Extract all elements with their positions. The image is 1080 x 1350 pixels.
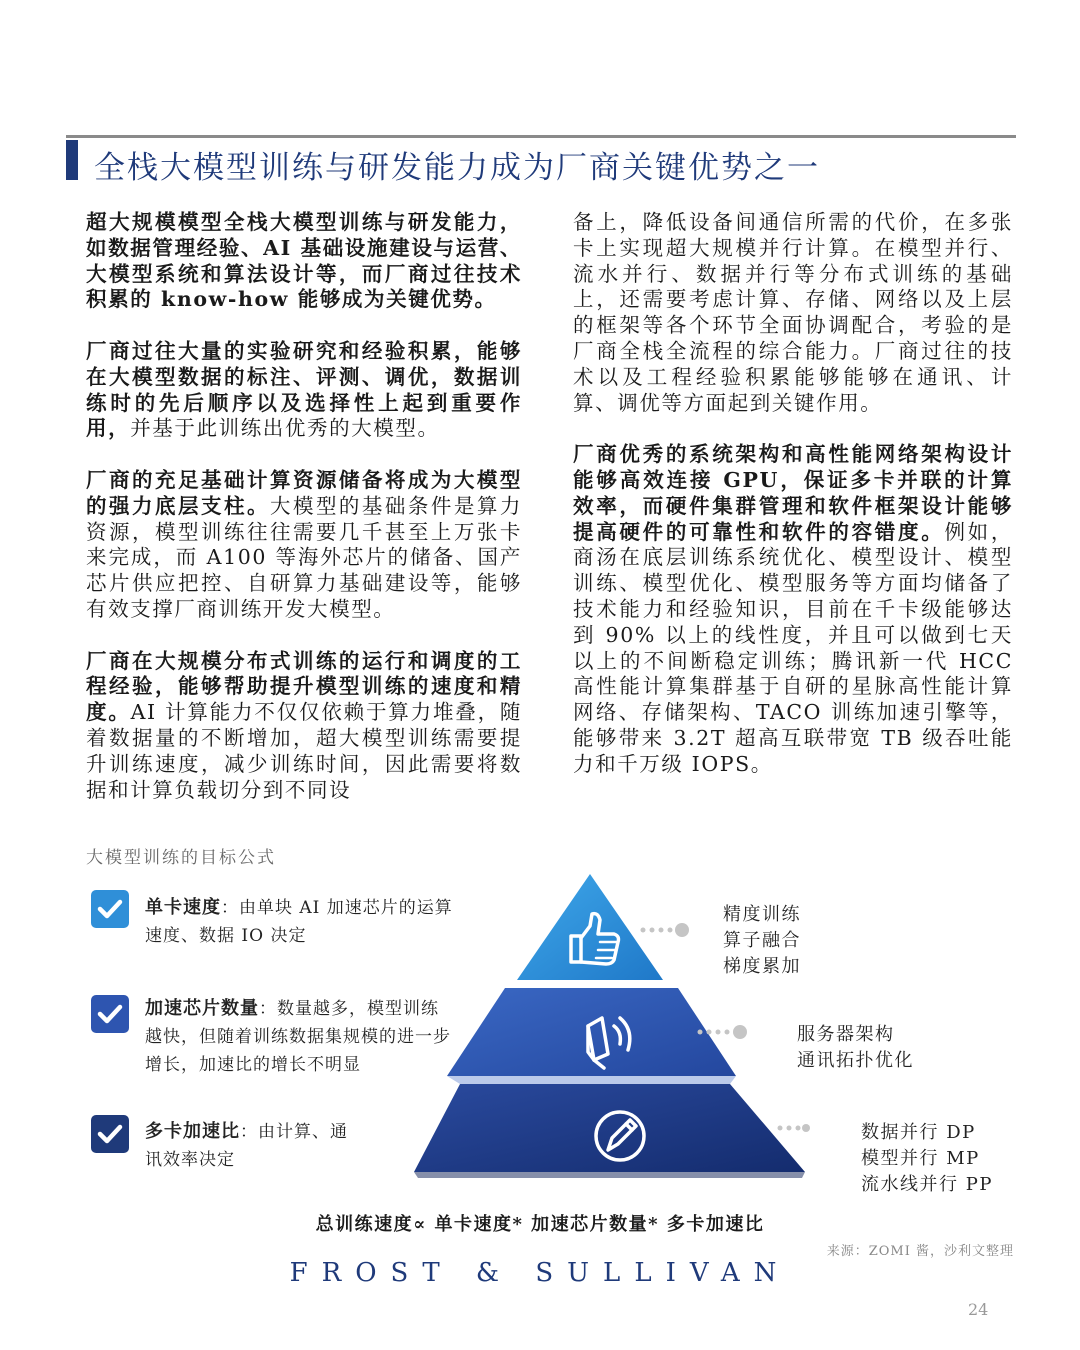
check-icon-3	[91, 1115, 129, 1153]
right-p2-bold: 厂商优秀的系统架构和高性能网络架构设计能够高效连接 GPU，保证多卡并联的计算效率，而硬件集群管理和软件框架设计能够提高硬件的可靠性和软件的容错度。	[573, 442, 1013, 544]
pyramid-bottom-shadow	[414, 1172, 805, 1178]
multi-card-item-line2: 讯效率决定	[145, 1150, 235, 1170]
right-column	[573, 210, 1013, 803]
left-paragraph-2	[86, 339, 522, 442]
leader-line-top	[641, 923, 690, 937]
speed-item	[145, 894, 453, 950]
header-rule	[66, 135, 1016, 138]
training-speed-formula: 总训练速度∝ 单卡速度* 加速芯片数量* 多卡加速比	[315, 1214, 765, 1235]
multi-card-item	[145, 1118, 348, 1174]
left-p3-normal: 大模型的基础条件是算力资源，模型训练往往需要几千甚至上万张卡来完成，而 A100 等海外芯片的储备、国产芯片供应把控、自研算力基础建设等，能够有效支撑厂商训练开发大模型。	[86, 493, 522, 621]
left-p4-normal: AI 计算能力不仅仅依赖于算力堆叠，随着数据量的不断增加，超大模型训练需要提升训练速度，减少训练时间，因此需要将数据和计算负载切分到不同设	[86, 700, 523, 802]
speed-item-line1: ：由单块 AI 加速芯片的运算	[221, 898, 453, 918]
pyramid-label-middle-1: 服务器架构	[797, 1024, 895, 1045]
right-p2-normal: 例如，商汤在底层训练系统优化、模型设计、模型训练、模型优化、模型服务等方面均储备了技术能力和经验知识，目前在千卡级能够达到 90% 以上的线性度，并且可以做到七天以上的不间断稳定训练；腾讯新一代 HCC 高性能计算集群基于自研的星脉高性能计算网络、存储架构、TACO 训练加速引擎等，能够带来 3.2T 超高互联带宽 TB 级吞吐能力和千万级 IOPS。	[573, 519, 1013, 776]
left-p3-bold: 厂商的充足基础计算资源储备将成为大模型的强力底层支柱。	[86, 467, 522, 518]
title-accent-bar	[66, 140, 78, 180]
chip-count-item-lead: 加速芯片数量	[145, 998, 259, 1019]
pyramid-label-top-2: 算子融合	[723, 930, 801, 951]
chip-count-item-line3: 增长，加速比的增长不明显	[145, 1055, 361, 1075]
pyramid-middle-tier	[447, 988, 736, 1076]
check-icon-2	[91, 995, 129, 1033]
left-column	[86, 210, 522, 829]
right-paragraph-1: 备上，降低设备间通信所需的代价，在多张卡上实现超大规模并行计算。在模型并行、流水并行、数据并行等分布式训练的基础上，还需要考虑计算、存储、网络以及上层的框架等各个环节全面协调配合，考验的是厂商全栈全流程的综合能力。厂商过往的技术以及工程经验积累能够能够在通讯、计算、调优等方面起到关键作用。	[573, 210, 1013, 415]
check-icon-1	[91, 890, 129, 928]
multi-card-item-lead: 多卡加速比	[145, 1121, 240, 1142]
chip-count-item-line2: 越快，但随着训练数据集规模的进一步	[145, 1027, 451, 1047]
pyramid-label-middle	[797, 1022, 914, 1074]
pyramid-label-bottom	[861, 1120, 993, 1198]
multi-card-item-line1: ：由计算、通	[240, 1122, 348, 1142]
left-p2-normal: 并基于此训练出优秀的大模型。	[130, 416, 440, 441]
pyramid-middle-shadow	[447, 1076, 736, 1084]
page-title: 全栈大模型训练与研发能力成为厂商关键优势之一	[94, 150, 820, 186]
leader-line-bottom	[778, 1124, 811, 1132]
figure-source: 来源：ZOMI 酱，沙利文整理	[826, 1244, 1014, 1259]
pyramid-label-middle-2: 通讯拓扑优化	[797, 1050, 914, 1071]
frost-sullivan-logo: FROST & SULLIVAN	[289, 1258, 791, 1288]
pyramid-label-top-1: 精度训练	[723, 904, 801, 925]
pyramid-label-top	[723, 902, 801, 980]
pyramid-label-bottom-2: 模型并行 MP	[861, 1148, 980, 1169]
right-paragraph-2	[573, 442, 1013, 777]
page-number: 24	[968, 1300, 989, 1319]
left-paragraph-4	[86, 649, 522, 804]
pyramid-label-bottom-1: 数据并行 DP	[861, 1122, 976, 1143]
speed-item-line2: 速度、数据 IO 决定	[145, 926, 307, 946]
chip-count-item-line1: ：数量越多，模型训练	[259, 999, 439, 1019]
pyramid-label-bottom-3: 流水线并行 PP	[861, 1174, 993, 1195]
speed-item-lead: 单卡速度	[145, 897, 221, 918]
left-paragraph-3	[86, 468, 522, 623]
left-paragraph-1: 超大规模模型全栈大模型训练与研发能力，如数据管理经验、AI 基础设施建设与运营、大模型系统和算法设计等，而厂商过往技术积累的 know-how 能够成为关键优势。	[86, 210, 522, 312]
figure-caption: 大模型训练的目标公式	[86, 848, 276, 868]
left-p4-bold: 厂商在大规模分布式训练的运行和调度的工程经验，能够帮助提升模型训练的速度和精度。	[86, 648, 522, 725]
pyramid-label-top-3: 梯度累加	[723, 956, 801, 977]
chip-count-item	[145, 995, 451, 1079]
left-p2-bold: 厂商过往大量的实验研究和经验积累，能够在大模型数据的标注、评测、调优，数据训练时的先后顺序以及选择性上起到重要作用，	[86, 338, 522, 441]
